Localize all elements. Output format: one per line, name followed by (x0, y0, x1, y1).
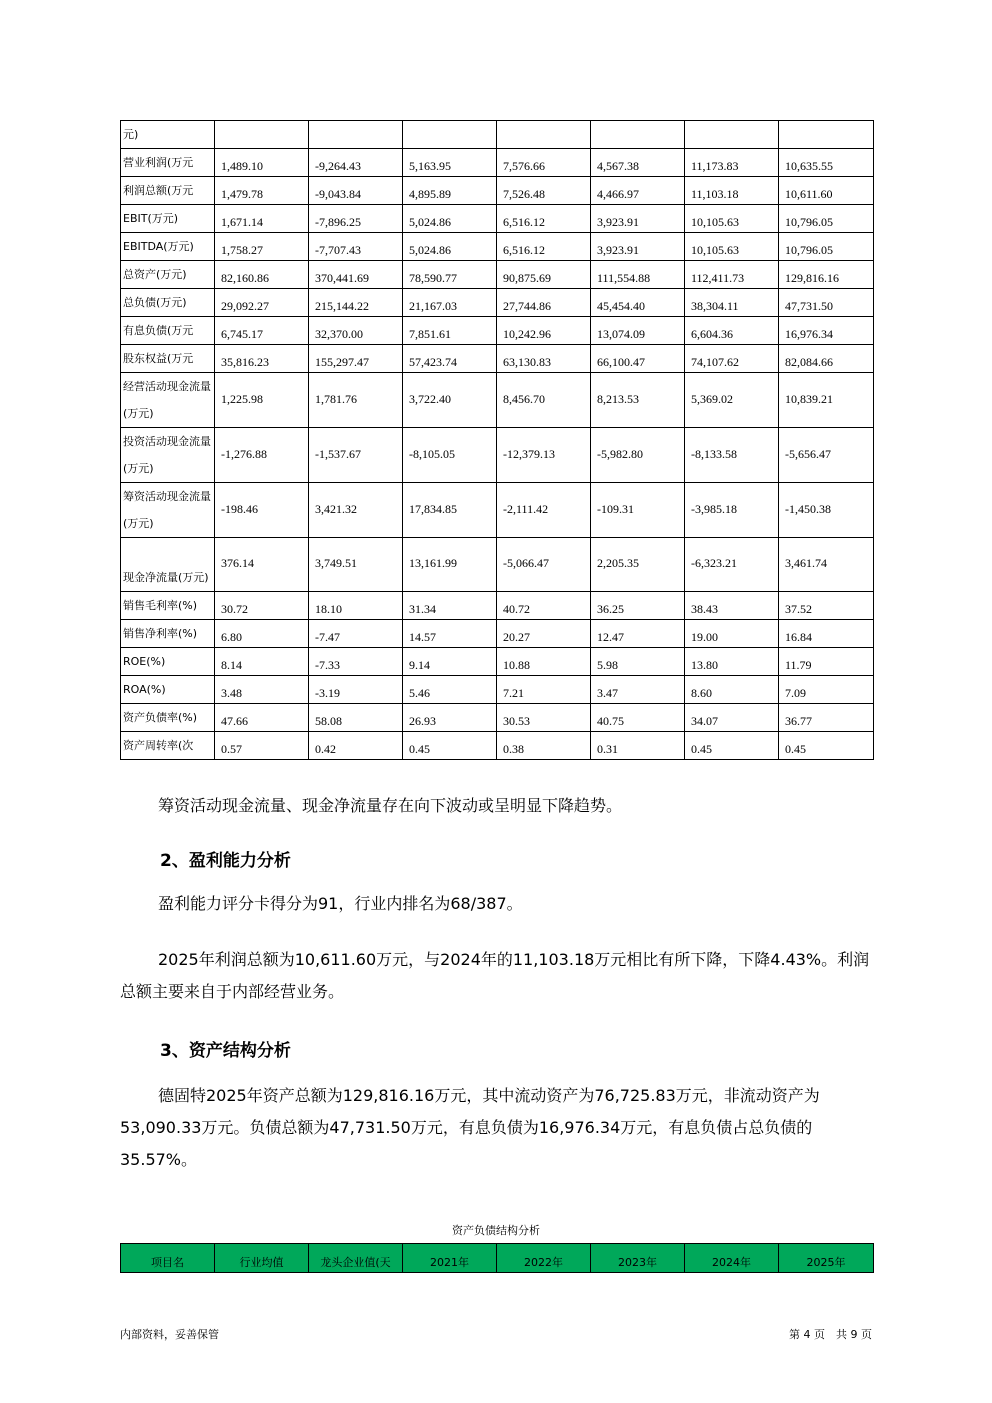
cell-value: -12,379.13 (497, 428, 591, 483)
cell-value: 13.80 (685, 648, 779, 676)
paragraph-profit-total: 2025年利润总额为10,611.60万元，与2024年的11,103.18万元相比有所下降，下降4.43%。利润总额主要来自于内部经营业务。 (120, 950, 870, 1001)
cell-value: 0.42 (309, 732, 403, 760)
row-label: 筹资活动现金流量(万元) (121, 483, 215, 538)
cell-value: 4,466.97 (591, 177, 685, 205)
cell-value: 111,554.88 (591, 261, 685, 289)
cell-value: 47,731.50 (779, 289, 874, 317)
header-leader-value: 龙头企业值(天 (309, 1244, 403, 1273)
cell-value: 35,816.23 (215, 345, 309, 373)
cell-value (497, 121, 591, 149)
cell-value (591, 121, 685, 149)
cell-value: 5,369.02 (685, 373, 779, 428)
cell-value: 155,297.47 (309, 345, 403, 373)
cell-value: 10,242.96 (497, 317, 591, 345)
row-label: 销售毛利率(%) (121, 592, 215, 620)
cell-value: -9,264.43 (309, 149, 403, 177)
row-label: 资产周转率(次 (121, 732, 215, 760)
header-2025: 2025年 (779, 1244, 874, 1273)
cell-value: 66,100.47 (591, 345, 685, 373)
cell-value (309, 121, 403, 149)
cell-value: 26.93 (403, 704, 497, 732)
footer-confidential: 内部资料，妥善保管 (120, 1328, 219, 1341)
table-row (121, 121, 874, 149)
cell-value: -3.19 (309, 676, 403, 704)
cell-value: 1,758.27 (215, 233, 309, 261)
cell-value: 30.53 (497, 704, 591, 732)
cell-value: 7,526.48 (497, 177, 591, 205)
cell-value: 19.00 (685, 620, 779, 648)
cell-value: 4,567.38 (591, 149, 685, 177)
cell-value: 82,084.66 (779, 345, 874, 373)
heading-asset-structure: 3、资产结构分析 (160, 1041, 291, 1061)
cell-value: 1,671.14 (215, 205, 309, 233)
cell-value: -5,066.47 (497, 538, 591, 592)
table-row (121, 620, 874, 648)
cell-value: 3,421.32 (309, 483, 403, 538)
cell-value: -1,276.88 (215, 428, 309, 483)
cell-value: 215,144.22 (309, 289, 403, 317)
cell-value: 14.57 (403, 620, 497, 648)
cell-value: 45,454.40 (591, 289, 685, 317)
cell-value: 6,516.12 (497, 233, 591, 261)
cell-value: 40.72 (497, 592, 591, 620)
row-label: 利润总额(万元 (121, 177, 215, 205)
row-label: 经营活动现金流量(万元) (121, 373, 215, 428)
cell-value: 0.45 (779, 732, 874, 760)
row-label: 总负债(万元) (121, 289, 215, 317)
cell-value: 3,749.51 (309, 538, 403, 592)
cell-value (215, 121, 309, 149)
cell-value: 370,441.69 (309, 261, 403, 289)
cell-value: 29,092.27 (215, 289, 309, 317)
cell-value: 16,976.34 (779, 317, 874, 345)
cell-value: 7.09 (779, 676, 874, 704)
paragraph-asset-structure: 德固特2025年资产总额为129,816.16万元，其中流动资产为76,725.83万元，非流动资产为53,090.33万元。负债总额为47,731.50万元，有息负债为16,976.34万元，有息负债占总负债的35.57%。 (120, 1086, 820, 1169)
cell-value: 17,834.85 (403, 483, 497, 538)
cell-value: 10,796.05 (779, 205, 874, 233)
table-row (121, 373, 874, 428)
cell-value: 16.84 (779, 620, 874, 648)
table-row (121, 676, 874, 704)
table-row (121, 704, 874, 732)
table-row (121, 177, 874, 205)
cell-value: -3,985.18 (685, 483, 779, 538)
cell-value (779, 121, 874, 149)
cell-value: 36.77 (779, 704, 874, 732)
cell-value: -1,450.38 (779, 483, 874, 538)
row-label: EBIT(万元) (121, 205, 215, 233)
cell-value: 10,105.63 (685, 205, 779, 233)
table-row (121, 205, 874, 233)
row-label: 有息负债(万元 (121, 317, 215, 345)
row-label: 元) (121, 121, 215, 149)
cell-value: 74,107.62 (685, 345, 779, 373)
table-row (121, 289, 874, 317)
table-row (121, 538, 874, 592)
header-2024: 2024年 (685, 1244, 779, 1273)
cell-value: 63,130.83 (497, 345, 591, 373)
row-label: 营业利润(万元 (121, 149, 215, 177)
table-row (121, 732, 874, 760)
header-2022: 2022年 (497, 1244, 591, 1273)
cell-value: 10.88 (497, 648, 591, 676)
cell-value: 37.52 (779, 592, 874, 620)
cell-value: 4,895.89 (403, 177, 497, 205)
cell-value: 38,304.11 (685, 289, 779, 317)
cell-value: 3,923.91 (591, 233, 685, 261)
cell-value: 5,024.86 (403, 233, 497, 261)
table-row (121, 648, 874, 676)
table-row (121, 345, 874, 373)
cell-value: 13,074.09 (591, 317, 685, 345)
paragraph-profit-score: 盈利能力评分卡得分为91，行业内排名为68/387。 (158, 894, 523, 913)
cell-value: 5,163.95 (403, 149, 497, 177)
cell-value: -6,323.21 (685, 538, 779, 592)
cell-value: 8.14 (215, 648, 309, 676)
cell-value (403, 121, 497, 149)
cell-value: 58.08 (309, 704, 403, 732)
cell-value: 1,225.98 (215, 373, 309, 428)
cell-value: 0.57 (215, 732, 309, 760)
cell-value: 11,173.83 (685, 149, 779, 177)
cell-value: 7,576.66 (497, 149, 591, 177)
cell-value: 57,423.74 (403, 345, 497, 373)
cell-value: 11,103.18 (685, 177, 779, 205)
cell-value: 13,161.99 (403, 538, 497, 592)
cell-value: -2,111.42 (497, 483, 591, 538)
header-item-name: 项目名 (121, 1244, 215, 1273)
cell-value: 82,160.86 (215, 261, 309, 289)
cell-value: -5,982.80 (591, 428, 685, 483)
cell-value: -1,537.67 (309, 428, 403, 483)
cell-value: -7,896.25 (309, 205, 403, 233)
cell-value: 3,722.40 (403, 373, 497, 428)
cell-value: -8,105.05 (403, 428, 497, 483)
row-label: EBITDA(万元) (121, 233, 215, 261)
cell-value: -5,656.47 (779, 428, 874, 483)
cell-value: 8,456.70 (497, 373, 591, 428)
row-label: ROE(%) (121, 648, 215, 676)
cell-value: 1,479.78 (215, 177, 309, 205)
cell-value: 0.45 (685, 732, 779, 760)
table-row (121, 483, 874, 538)
cell-value: 0.38 (497, 732, 591, 760)
cell-value: 10,839.21 (779, 373, 874, 428)
cell-value: 3,923.91 (591, 205, 685, 233)
cell-value: 2,205.35 (591, 538, 685, 592)
cell-value: 6,745.17 (215, 317, 309, 345)
table-row (121, 317, 874, 345)
cell-value: 36.25 (591, 592, 685, 620)
cell-value: 32,370.00 (309, 317, 403, 345)
cell-value: 7,851.61 (403, 317, 497, 345)
cell-value: 90,875.69 (497, 261, 591, 289)
cell-value: 27,744.86 (497, 289, 591, 317)
cell-value: 40.75 (591, 704, 685, 732)
table-caption: 资产负债结构分析 (452, 1224, 540, 1237)
row-label: 总资产(万元) (121, 261, 215, 289)
table-row (121, 428, 874, 483)
cell-value: 3.47 (591, 676, 685, 704)
cell-value: 31.34 (403, 592, 497, 620)
cell-value: 129,816.16 (779, 261, 874, 289)
cell-value: 3.48 (215, 676, 309, 704)
cell-value: 7.21 (497, 676, 591, 704)
table-row (121, 149, 874, 177)
cell-value: 10,105.63 (685, 233, 779, 261)
cell-value: 376.14 (215, 538, 309, 592)
cell-value: 6,604.36 (685, 317, 779, 345)
cell-value: 12.47 (591, 620, 685, 648)
header-2023: 2023年 (591, 1244, 685, 1273)
cell-value: -8,133.58 (685, 428, 779, 483)
cell-value: 20.27 (497, 620, 591, 648)
row-label: ROA(%) (121, 676, 215, 704)
row-label: 资产负债率(%) (121, 704, 215, 732)
cell-value: 10,635.55 (779, 149, 874, 177)
cell-value: 1,489.10 (215, 149, 309, 177)
cell-value: 8.60 (685, 676, 779, 704)
header-2021: 2021年 (403, 1244, 497, 1273)
cell-value: 112,411.73 (685, 261, 779, 289)
cell-value: -198.46 (215, 483, 309, 538)
header-industry-average: 行业均值 (215, 1244, 309, 1273)
row-label: 现金净流量(万元) (121, 538, 215, 592)
paragraph-cashflow-trend: 筹资活动现金流量、现金净流量存在向下波动或呈明显下降趋势。 (158, 796, 623, 815)
table-row (121, 233, 874, 261)
cell-value: 5.98 (591, 648, 685, 676)
cell-value: -109.31 (591, 483, 685, 538)
cell-value: 5.46 (403, 676, 497, 704)
cell-value (685, 121, 779, 149)
cell-value: 8,213.53 (591, 373, 685, 428)
cell-value: 38.43 (685, 592, 779, 620)
cell-value: -7,707.43 (309, 233, 403, 261)
cell-value: 30.72 (215, 592, 309, 620)
cell-value: 10,611.60 (779, 177, 874, 205)
cell-value: 34.07 (685, 704, 779, 732)
cell-value: 5,024.86 (403, 205, 497, 233)
footer-page-number: 第 4 页 共 9 页 (789, 1328, 872, 1341)
cell-value: -7.33 (309, 648, 403, 676)
table-row (121, 592, 874, 620)
cell-value: 1,781.76 (309, 373, 403, 428)
cell-value: 0.45 (403, 732, 497, 760)
row-label: 销售净利率(%) (121, 620, 215, 648)
cell-value: 6.80 (215, 620, 309, 648)
cell-value: 47.66 (215, 704, 309, 732)
row-label: 股东权益(万元 (121, 345, 215, 373)
cell-value: 3,461.74 (779, 538, 874, 592)
cell-value: 18.10 (309, 592, 403, 620)
row-label: 投资活动现金流量(万元) (121, 428, 215, 483)
table-row (121, 261, 874, 289)
cell-value: 78,590.77 (403, 261, 497, 289)
cell-value: 11.79 (779, 648, 874, 676)
cell-value: -9,043.84 (309, 177, 403, 205)
cell-value: 9.14 (403, 648, 497, 676)
cell-value: 0.31 (591, 732, 685, 760)
cell-value: 6,516.12 (497, 205, 591, 233)
cell-value: 10,796.05 (779, 233, 874, 261)
cell-value: -7.47 (309, 620, 403, 648)
heading-profitability: 2、盈利能力分析 (160, 851, 291, 871)
cell-value: 21,167.03 (403, 289, 497, 317)
balance-structure-table-header (120, 1243, 874, 1273)
financial-metrics-table (120, 120, 874, 760)
